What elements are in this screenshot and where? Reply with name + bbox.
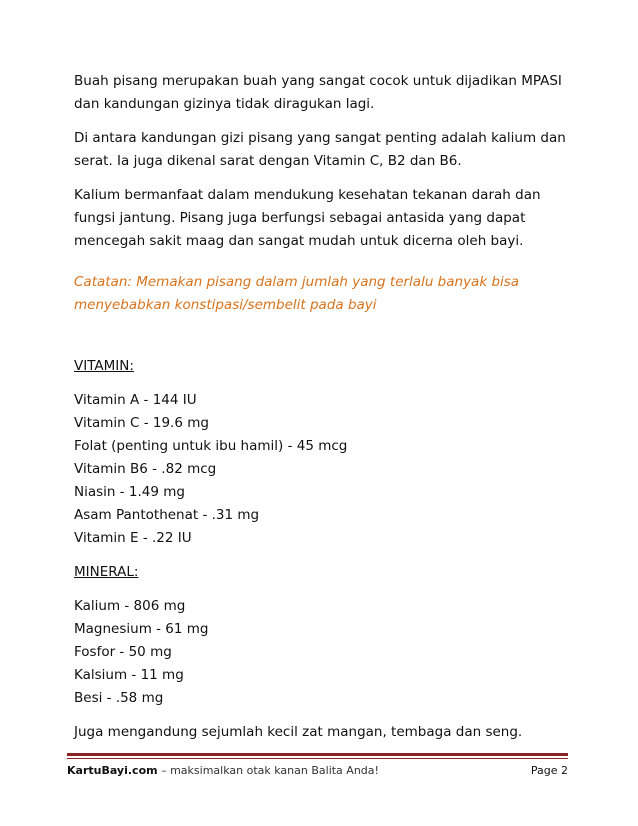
footer-brand: KartuBayi.com (67, 764, 158, 777)
mineral-item: Fosfor - 50 mg (74, 644, 172, 660)
text-line: Buah pisang merupakan buah yang sangat cocok untuk dijadikan MPASI (74, 73, 562, 89)
vitamin-item: Vitamin C - 19.6 mg (74, 415, 209, 431)
document-body (74, 70, 574, 755)
text-line: dan kandungan gizinya tidak diragukan lagi. (74, 96, 375, 112)
mineral-list (74, 595, 574, 710)
note-paragraph (74, 271, 574, 317)
vitamin-item: Vitamin A - 144 IU (74, 392, 197, 408)
vitamin-list (74, 389, 574, 550)
nutrition-paragraph (74, 127, 574, 173)
text-line: serat. Ia juga dikenal sarat dengan Vitamin C, B2 dan B6. (74, 153, 462, 169)
vitamin-item: Asam Pantothenat - .31 mg (74, 507, 260, 523)
text-line: Juga mengandung sejumlah kecil zat mangan, tembaga dan seng. (74, 724, 523, 740)
page-number: Page 2 (530, 764, 568, 777)
closing-paragraph (74, 721, 574, 744)
vitamin-item: Vitamin B6 - .82 mcg (74, 461, 217, 477)
footer-left (67, 763, 379, 779)
mineral-item: Kalium - 806 mg (74, 598, 186, 614)
vitamin-item: Niasin - 1.49 mg (74, 484, 185, 500)
note-line: menyebabkan konstipasi/sembelit pada bayi (74, 297, 377, 313)
page-footer (67, 763, 568, 779)
footer-tagline: – maksimalkan otak kanan Balita Anda! (157, 764, 379, 777)
mineral-heading: MINERAL: (74, 564, 139, 580)
mineral-item: Magnesium - 61 mg (74, 621, 209, 637)
text-line: Kalium bermanfaat dalam mendukung kesehatan tekanan darah dan (74, 187, 541, 203)
text-line: mencegah sakit maag dan sangat mudah untuk dicerna oleh bayi. (74, 233, 524, 249)
kalium-paragraph (74, 184, 574, 253)
footer-divider (67, 753, 568, 756)
vitamin-item: Folat (penting untuk ibu hamil) - 45 mcg (74, 438, 348, 454)
text-line: fungsi jantung. Pisang juga berfungsi sebagai antasida yang dapat (74, 210, 526, 226)
footer-divider-thin (67, 758, 568, 759)
text-line: Di antara kandungan gizi pisang yang sangat penting adalah kalium dan (74, 130, 566, 146)
vitamin-heading: VITAMIN: (74, 358, 134, 374)
mineral-item: Kalsium - 11 mg (74, 667, 184, 683)
vitamin-item: Vitamin E - .22 IU (74, 530, 192, 546)
note-line: Catatan: Memakan pisang dalam jumlah yang terlalu banyak bisa (74, 274, 520, 290)
mineral-item: Besi - .58 mg (74, 690, 164, 706)
intro-paragraph (74, 70, 574, 116)
